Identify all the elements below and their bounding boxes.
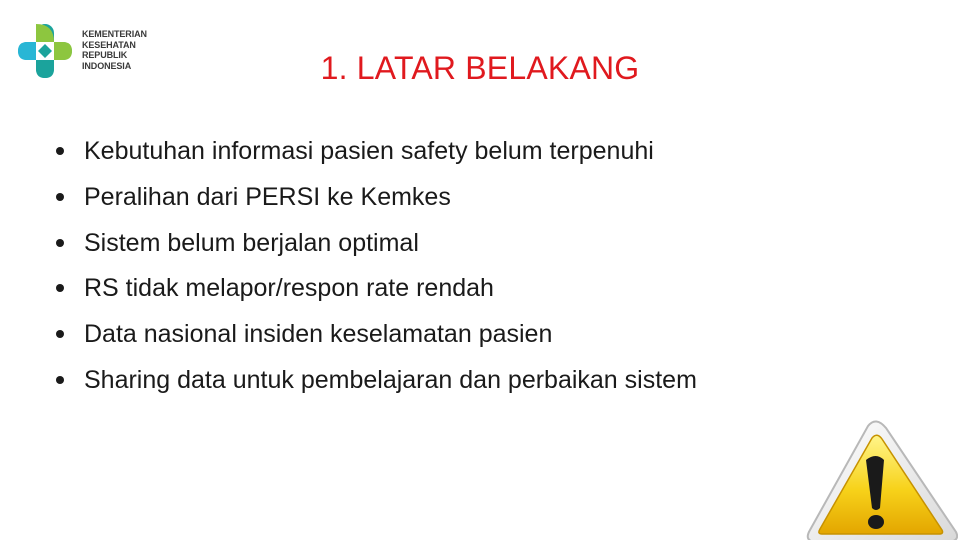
bullet-text: Sharing data untuk pembelajaran dan perbaikan sistem [84,365,697,394]
bullet-dot-icon [56,193,64,201]
bullet-text: Peralihan dari PERSI ke Kemkes [84,182,451,211]
bullet-dot-icon [56,284,64,292]
bullet-text: Sistem belum berjalan optimal [84,228,419,257]
bullet-text: Kebutuhan informasi pasien safety belum terpenuhi [84,137,654,165]
bullet-dot-icon [56,376,64,384]
logo-line: INDONESIA [82,60,132,71]
bullet-dot-icon [56,239,64,247]
bullet-text: Data nasional insiden keselamatan pasien [84,320,553,349]
warning-triangle-icon [806,420,958,540]
logo-line: KESEHATAN [82,39,136,50]
bullet-dot-icon [56,330,64,338]
logo-line: REPUBLIK [82,50,128,60]
bullet-text: RS tidak melapor/respon rate rendah [84,274,494,303]
logo-line: KEMENTERIAN [82,29,147,39]
slide-title: 1. LATAR BELAKANG [320,50,640,86]
bullet-dot-icon [56,147,64,155]
